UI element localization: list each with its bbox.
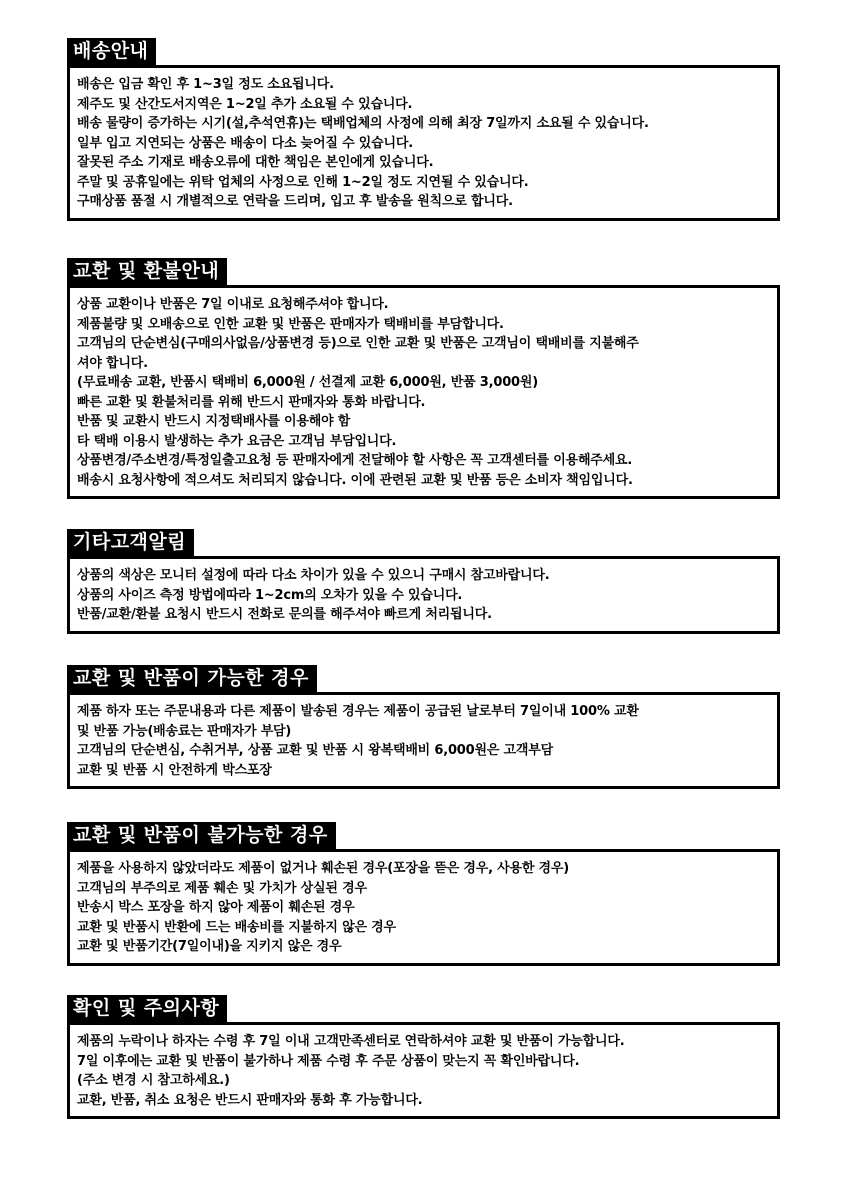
- section-title: 교환 및 환불안내: [67, 258, 227, 285]
- section-content-box: [67, 65, 780, 221]
- notice-line: 교환 및 반품 시 안전하게 박스포장: [77, 762, 272, 778]
- section-shipping-info: [67, 38, 780, 221]
- section-content-box: [67, 556, 780, 634]
- section-title: 기타고객알림: [67, 529, 194, 556]
- notice-line: 상품변경/주소변경/특정일출고요청 등 판매자에게 전달해야 할 사항은 꼭 고객센터를 이용해주세요.: [77, 453, 633, 468]
- section-exchange-refund-info: [67, 258, 780, 499]
- notice-line: 일부 입고 지연되는 상품은 배송이 다소 늦어질 수 있습니다.: [77, 135, 413, 151]
- section-title: 배송안내: [67, 38, 156, 65]
- notice-line: 7일 이후에는 교환 및 반품이 불가하나 제품 수령 후 주문 상품이 맞는지 꼭 확인바랍니다.: [77, 1053, 580, 1069]
- section-title: 교환 및 반품이 불가능한 경우: [67, 822, 336, 849]
- section-title: 확인 및 주의사항: [67, 995, 227, 1022]
- notice-line: (주소 변경 시 참고하세요.): [77, 1073, 230, 1088]
- notice-line: 및 반품 가능(배송료는 판매자가 부담): [77, 723, 292, 739]
- notice-line: 배송 물량이 증가하는 시기(설,추석연휴)는 택배업체의 사정에 의해 최장 7일까지 소요될 수 있습니다.: [77, 116, 649, 131]
- notice-line: 주말 및 공휴일에는 위탁 업체의 사정으로 인해 1~2일 정도 지연될 수 있습니다.: [77, 174, 529, 190]
- notice-line: 타 택배 이용시 발생하는 추가 요금은 고객님 부담입니다.: [77, 433, 397, 449]
- notice-line: 반품 및 교환시 반드시 지정택배사를 이용해야 함: [77, 414, 351, 429]
- section-exchange-return-allowed: [67, 665, 780, 789]
- section-content-box: [67, 849, 780, 966]
- notice-line: 고객님의 부주의로 제품 훼손 및 가치가 상실된 경우: [77, 880, 367, 896]
- notice-line: 상품의 색상은 모니터 설정에 따라 다소 차이가 있을 수 있으니 구매시 참고바랍니다.: [77, 568, 550, 583]
- notice-line: 교환, 반품, 취소 요청은 반드시 판매자와 통화 후 가능합니다.: [77, 1092, 423, 1108]
- notice-line: 교환 및 반품기간(7일이내)을 지키지 않은 경우: [77, 939, 342, 954]
- notice-line: 제주도 및 산간도서지역은 1~2일 추가 소요될 수 있습니다.: [77, 96, 413, 112]
- notice-line: 고객님의 단순변심, 수취거부, 상품 교환 및 반품 시 왕복택배비 6,000원은 고객부담: [77, 743, 553, 758]
- notice-line: 교환 및 반품시 반환에 드는 배송비를 지불하지 않은 경우: [77, 919, 396, 935]
- notice-line: 빠른 교환 및 환불처리를 위해 반드시 판매자와 통화 바랍니다.: [77, 394, 426, 410]
- notice-line: 상품의 사이즈 측정 방법에따라 1~2cm의 오차가 있을 수 있습니다.: [77, 587, 463, 603]
- notice-line: 셔야 합니다.: [77, 355, 148, 371]
- notice-line: 상품 교환이나 반품은 7일 이내로 요청해주셔야 합니다.: [77, 297, 389, 312]
- section-other-customer-notice: [67, 529, 780, 634]
- section-content-box: [67, 285, 780, 499]
- notice-line: 반송시 박스 포장을 하지 않아 제품이 훼손된 경우: [77, 900, 355, 915]
- notice-line: (무료배송 교환, 반품시 택배비 6,000원 / 선결제 교환 6,000원, 반품 3,000원): [77, 375, 539, 390]
- notice-line: 잘못된 주소 기재로 배송오류에 대한 책임은 본인에게 있습니다.: [77, 155, 434, 170]
- section-content-box: [67, 1022, 780, 1119]
- notice-line: 제품의 누락이나 하자는 수령 후 7일 이내 고객만족센터로 연락하셔야 교환 및 반품이 가능합니다.: [77, 1034, 625, 1049]
- notice-line: 제품 하자 또는 주문내용과 다른 제품이 발송된 경우는 제품이 공급된 날로부터 7일이내 100% 교환: [77, 704, 639, 719]
- notice-line: 배송시 요청사항에 적으셔도 처리되지 않습니다. 이에 관련된 교환 및 반품 등은 소비자 책임입니다.: [77, 472, 633, 488]
- section-confirmation-cautions: [67, 995, 780, 1119]
- section-content-box: [67, 692, 780, 789]
- notice-line: 제품불량 및 오배송으로 인한 교환 및 반품은 판매자가 택배비를 부담합니다.: [77, 316, 504, 332]
- notice-line: 구매상품 품절 시 개별적으로 연락을 드리며, 입고 후 발송을 원칙으로 합니다.: [77, 194, 513, 209]
- section-exchange-return-not-allowed: [67, 822, 780, 966]
- notice-line: 고객님의 단순변심(구매의사없음/상품변경 등)으로 인한 교환 및 반품은 고객님이 택배비를 지불해주: [77, 336, 639, 351]
- notice-line: 배송은 입금 확인 후 1~3일 정도 소요됩니다.: [77, 77, 334, 92]
- notice-line: 반품/교환/환불 요청시 반드시 전화로 문의를 해주셔야 빠르게 처리됩니다.: [77, 607, 492, 622]
- notice-line: 제품을 사용하지 않았더라도 제품이 없거나 훼손된 경우(포장을 뜯은 경우, 사용한 경우): [77, 861, 570, 876]
- section-title: 교환 및 반품이 가능한 경우: [67, 665, 317, 692]
